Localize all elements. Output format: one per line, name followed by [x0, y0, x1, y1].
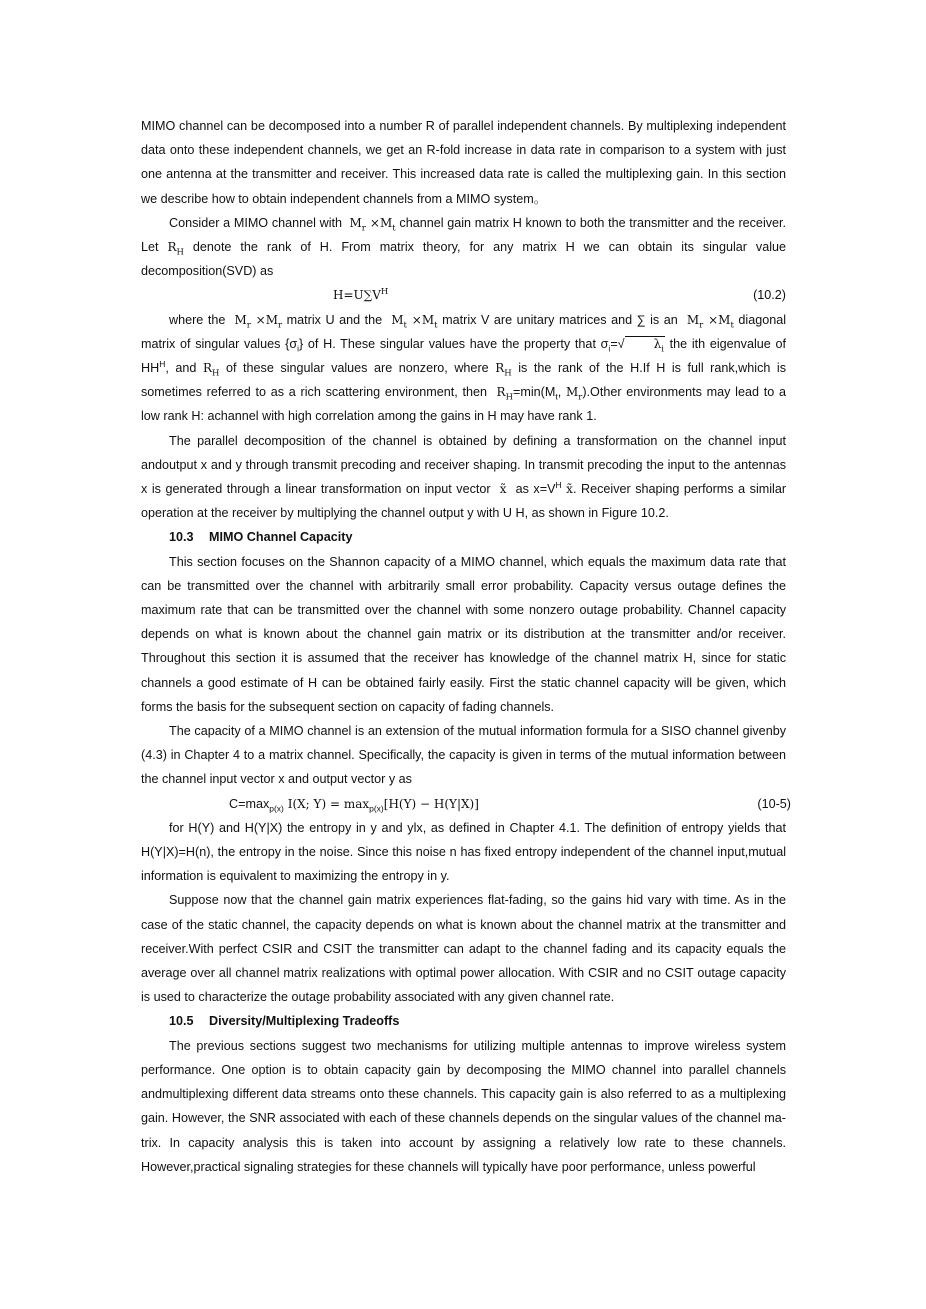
math-mr: $M_r$ [565, 385, 583, 403]
math-x-tilde: x̃ [566, 482, 573, 497]
equation-capacity [141, 792, 791, 816]
equation-number: (10.2) [753, 288, 786, 303]
math-rh: $R_H$ [202, 361, 220, 379]
paragraph-10-5-1: The previous sections suggest two mechanisms for utilizing multiple antennas to improve wireless system performance. One option is to obtain capacity gain by decomposing the MIMO channel into parallel channels andmultiplexing different data streams onto these channels. This capacity gain is also referred to as a multiplexing gain. However, the SNR associated with each of these channels depends on the singular values of the channel ma-trix. In capacity analysis this is taken into account by assigning a relatively low rate to these channels. However,practical signaling strategies for these channels will typically have poor performance, unless powerful [141, 1038, 786, 1174]
equation-expression: $H=U\sum V^H$ [333, 287, 389, 303]
section-heading-10-3 [141, 525, 786, 549]
paragraph-10-3-4: Suppose now that the channel gain matrix experiences flat-fading, so the gains hid vary with time. As in the case of the static channel, the capacity depends on what is known about the channel matrix at the transmitter and receiver.With perfect CSIR and CSIT the transmitter can adapt to the channel fading and its capacity equals the average over all channel matrix realizations with optimal power allocation. With CSIR and no CSIT outage capacity is used to characterize the outage probability associated with any given channel rate. [141, 893, 786, 1005]
math-rh: $R_H$ [495, 361, 512, 379]
math-sqrt-lambda: $\lambda_i$ [625, 336, 665, 351]
paragraph-10-3-1: This section focuses on the Shannon capacity of a MIMO channel, which equals the maximum data rate that can be transmitted over the channel with arbitrarily small error probability. Capacity versus outage defines the maximum rate that can be transmitted over the channel with some nonzero outage probability. Channel capacity depends on what is known about the channel gain matrix or its distribution at the transmitter and/or receiver. Throughout this section it is assumed that the receiver has knowledge of the channel matrix H, since for static channels a good estimate of H can be obtained fairly easily. First the static channel capacity will be given, which forms the basis for the subsequent section on capacity of fading channels. [141, 554, 786, 714]
equation-number: (10-5) [757, 796, 791, 811]
paragraph-10-3-2: The capacity of a MIMO channel is an extension of the mutual information formula for a SISO channel givenby (4.3) in Chapter 4 to a matrix channel. Specifically, the capacity is given in terms of the mutual information between the channel input vector x and output vector y as [141, 724, 786, 787]
sqrt-symbol: √ [617, 336, 625, 351]
section-number: 10.5 [169, 1014, 194, 1029]
equation-expression: $C=\max_{p(x)}$ I(X; $Y) = \max_{p(x)}[H(Y) - H(Y|X)]$ [229, 796, 479, 814]
text-run: denote the rank of H. From matrix theory, for any matrix H we can obtain its singular value decomposition(SVD) as [141, 240, 787, 279]
math-mr-x-mt: $M_r \times M_t$ [349, 215, 396, 234]
paragraph-10-3-3: for H(Y) and H(Y|X) the entropy in y and ylx, as defined in Chapter 4.1. The definition of entropy yields that H(Y|X)=H(n), the entropy in the noise. Since this noise n has fixed entropy independent of the channel input,mutual information is equivalent to maximizing the entropy in y. [141, 820, 786, 884]
equation-svd [141, 283, 786, 307]
math-rh: $R_H$ [496, 385, 513, 403]
section-title: MIMO Channel Capacity [209, 530, 353, 545]
math-mr-x-mr: $M_r \times M_r$ [234, 312, 283, 330]
section-number: 10.3 [169, 530, 194, 545]
paragraph-intro-1: MIMO channel can be decomposed into a number R of parallel independent channels. By multiplexing independent data onto these independent channels, we get an R-fold increase in data rate in comparison to a system with just one antenna at the transmitter and receiver. This increased data rate is called the multiplexing gain. In this section we describe how to obtain independent channels from a MIMO system。 [141, 119, 786, 206]
section-heading-10-5 [141, 1009, 786, 1033]
math-mr-x-mt-2: $M_r \times M_t$ [686, 312, 734, 330]
section-title: Diversity/Multiplexing Tradeoffs [209, 1014, 400, 1029]
paragraph-intro-2 [141, 211, 786, 284]
math-x-tilde: x̃ [499, 482, 507, 497]
paragraph-intro-3: where the $M_r \times M_r$ matrix U and the $M_t \times M_t$ matrix V are unitary matrices and ∑ is an $M_r \times M_t$ diagonal matrix of singular values $\{\sigma_i\}$ of H. These singular values have the property that $\sigma_i=√$ $\lambda_i$ the ith eigenvalue of $HH^H$, and $R_H$ of these singular values are nonzero, where $R_H$ is the rank of the H.If H is full rank,which is sometimes referred to as a rich scattering environment, then $R_H=\min(M_t$, $M_r).Other$ environments may lead to a low rank H: achannel with high correlation among the gains in H may have rank 1. [141, 312, 787, 424]
document-page [141, 114, 791, 1179]
paragraph-intro-4: The parallel decomposition of the channel is obtained by defining a transformation on the channel input andoutput x and y through transmit precoding and receiver shaping. In transmit precoding the input to the antennas x is generated through a linear transformation on input vector x̃ as $x=V^H$ x̃. Receiver shaping performs a similar operation at the receiver by multiplying the channel output y with U H, as shown in Figure 10.2. [141, 433, 787, 521]
text-run: Consider a MIMO channel with [169, 215, 343, 230]
math-rh: $R_H$ [167, 240, 184, 258]
text-run: channel gain matrix H known to both the transmitter and the receiver. Let [141, 215, 787, 255]
math-mt-x-mt: $M_t \times M_t$ [391, 312, 438, 330]
